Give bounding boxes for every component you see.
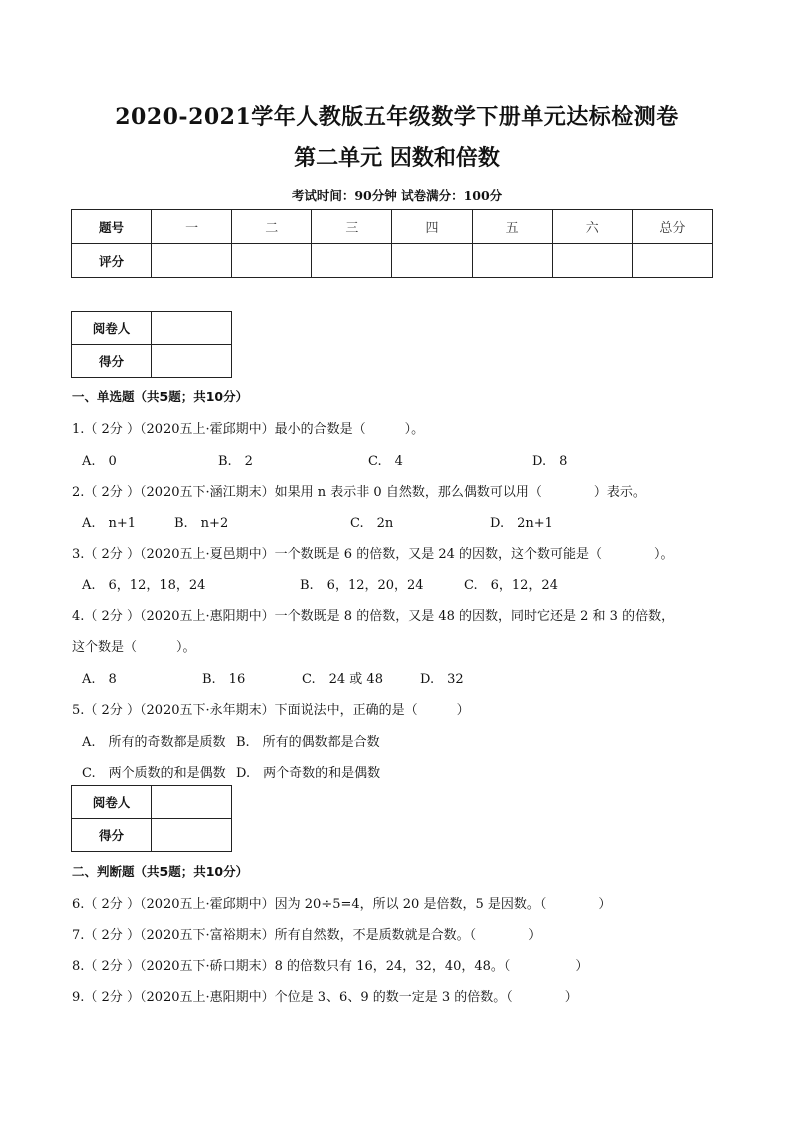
grader-row xyxy=(72,786,232,819)
score-col-3: 三 xyxy=(312,210,392,244)
score-value-cell[interactable] xyxy=(152,345,232,378)
section-heading-true-false: 二、判断题（共5题；共10分） xyxy=(72,864,249,879)
grader-row xyxy=(72,819,232,852)
question-8: 8.（ 2分 ）（2020五下·硚口期末）8 的倍数只有 16，24，32，40，48。（ ） xyxy=(72,959,589,974)
score-cell[interactable] xyxy=(232,244,312,278)
q2-option-d[interactable]: D. 2n+1 xyxy=(490,516,553,531)
score-col-total: 总分 xyxy=(632,210,712,244)
q4-option-b[interactable]: B. 16 xyxy=(202,672,246,687)
score-row-label: 评分 xyxy=(72,244,152,278)
grader-box-1 xyxy=(71,311,232,378)
q1-option-b[interactable]: B. 2 xyxy=(218,454,253,469)
score-col-5: 五 xyxy=(472,210,552,244)
grader-row xyxy=(72,312,232,345)
score-label: 得分 xyxy=(72,819,152,852)
q1-option-d[interactable]: D. 8 xyxy=(532,454,568,469)
q1-option-c[interactable]: C. 4 xyxy=(368,454,403,469)
score-cell[interactable] xyxy=(392,244,472,278)
score-table-score-row xyxy=(72,244,713,278)
question-4-line-2: 这个数是（ ）。 xyxy=(72,640,196,655)
score-col-2: 二 xyxy=(232,210,312,244)
score-col-1: 一 xyxy=(152,210,232,244)
grader-box-2 xyxy=(71,785,232,852)
score-table-header-row xyxy=(72,210,713,244)
q4-option-a[interactable]: A. 8 xyxy=(82,672,117,687)
q2-option-b[interactable]: B. n+2 xyxy=(174,516,229,531)
question-9: 9.（ 2分 ）（2020五上·惠阳期中）个位是 3、6、9 的数一定是 3 的倍数。（ ） xyxy=(72,990,578,1005)
question-4-line-1: 4.（ 2分 ）（2020五上·惠阳期中）一个数既是 8 的倍数，又是 48 的因数，同时它还是 2 和 3 的倍数， xyxy=(72,609,675,624)
reviewer-label: 阅卷人 xyxy=(72,312,152,345)
section-heading-single-choice: 一、单选题（共5题；共10分） xyxy=(72,389,249,404)
score-cell[interactable] xyxy=(472,244,552,278)
exam-info: 考试时间：90分钟 试卷满分：100分 xyxy=(291,188,503,203)
q2-option-c[interactable]: C. 2n xyxy=(350,516,394,531)
score-label: 得分 xyxy=(72,345,152,378)
q5-option-c[interactable]: C. 两个质数的和是偶数 xyxy=(82,766,226,781)
grader-row xyxy=(72,345,232,378)
reviewer-cell[interactable] xyxy=(152,312,232,345)
q5-option-d[interactable]: D. 两个奇数的和是偶数 xyxy=(236,766,381,781)
question-3: 3.（ 2分 ）（2020五上·夏邑期中）一个数既是 6 的倍数，又是 24 的因数，这个数可能是（ ）。 xyxy=(72,547,674,562)
q1-option-a[interactable]: A. 0 xyxy=(82,454,117,469)
exam-title: 2020-2021学年人教版五年级数学下册单元达标检测卷 xyxy=(115,104,679,130)
question-7: 7.（ 2分 ）（2020五下·富裕期末）所有自然数，不是质数就是合数。（ ） xyxy=(72,928,542,943)
score-value-cell[interactable] xyxy=(152,819,232,852)
q5-option-b[interactable]: B. 所有的偶数都是合数 xyxy=(236,735,380,750)
score-cell[interactable] xyxy=(312,244,392,278)
reviewer-label: 阅卷人 xyxy=(72,786,152,819)
exam-subtitle: 第二单元 因数和倍数 xyxy=(294,145,500,171)
score-table-row-label: 题号 xyxy=(72,210,152,244)
question-2: 2.（ 2分 ）（2020五下·涵江期末）如果用 n 表示非 0 自然数，那么偶数可以用（ ）表示。 xyxy=(72,485,646,500)
reviewer-cell[interactable] xyxy=(152,786,232,819)
score-cell[interactable] xyxy=(152,244,232,278)
q3-option-a[interactable]: A. 6，12，18，24 xyxy=(82,578,206,593)
score-cell[interactable] xyxy=(552,244,632,278)
q3-option-c[interactable]: C. 6，12，24 xyxy=(464,578,558,593)
q4-option-c[interactable]: C. 24 或 48 xyxy=(302,672,383,687)
score-table xyxy=(71,209,713,278)
question-1: 1.（ 2分 ）（2020五上·霍邱期中）最小的合数是（ ）。 xyxy=(72,422,425,437)
q5-option-a[interactable]: A. 所有的奇数都是质数 xyxy=(82,735,226,750)
question-5: 5.（ 2分 ）（2020五下·永年期末）下面说法中，正确的是（ ） xyxy=(72,703,470,718)
score-cell[interactable] xyxy=(632,244,712,278)
q4-option-d[interactable]: D. 32 xyxy=(420,672,464,687)
q2-option-a[interactable]: A. n+1 xyxy=(82,516,137,531)
question-6: 6.（ 2分 ）（2020五上·霍邱期中）因为 20÷5=4，所以 20 是倍数，5 是因数。（ ） xyxy=(72,897,612,912)
score-col-6: 六 xyxy=(552,210,632,244)
score-col-4: 四 xyxy=(392,210,472,244)
q3-option-b[interactable]: B. 6，12，20，24 xyxy=(300,578,424,593)
